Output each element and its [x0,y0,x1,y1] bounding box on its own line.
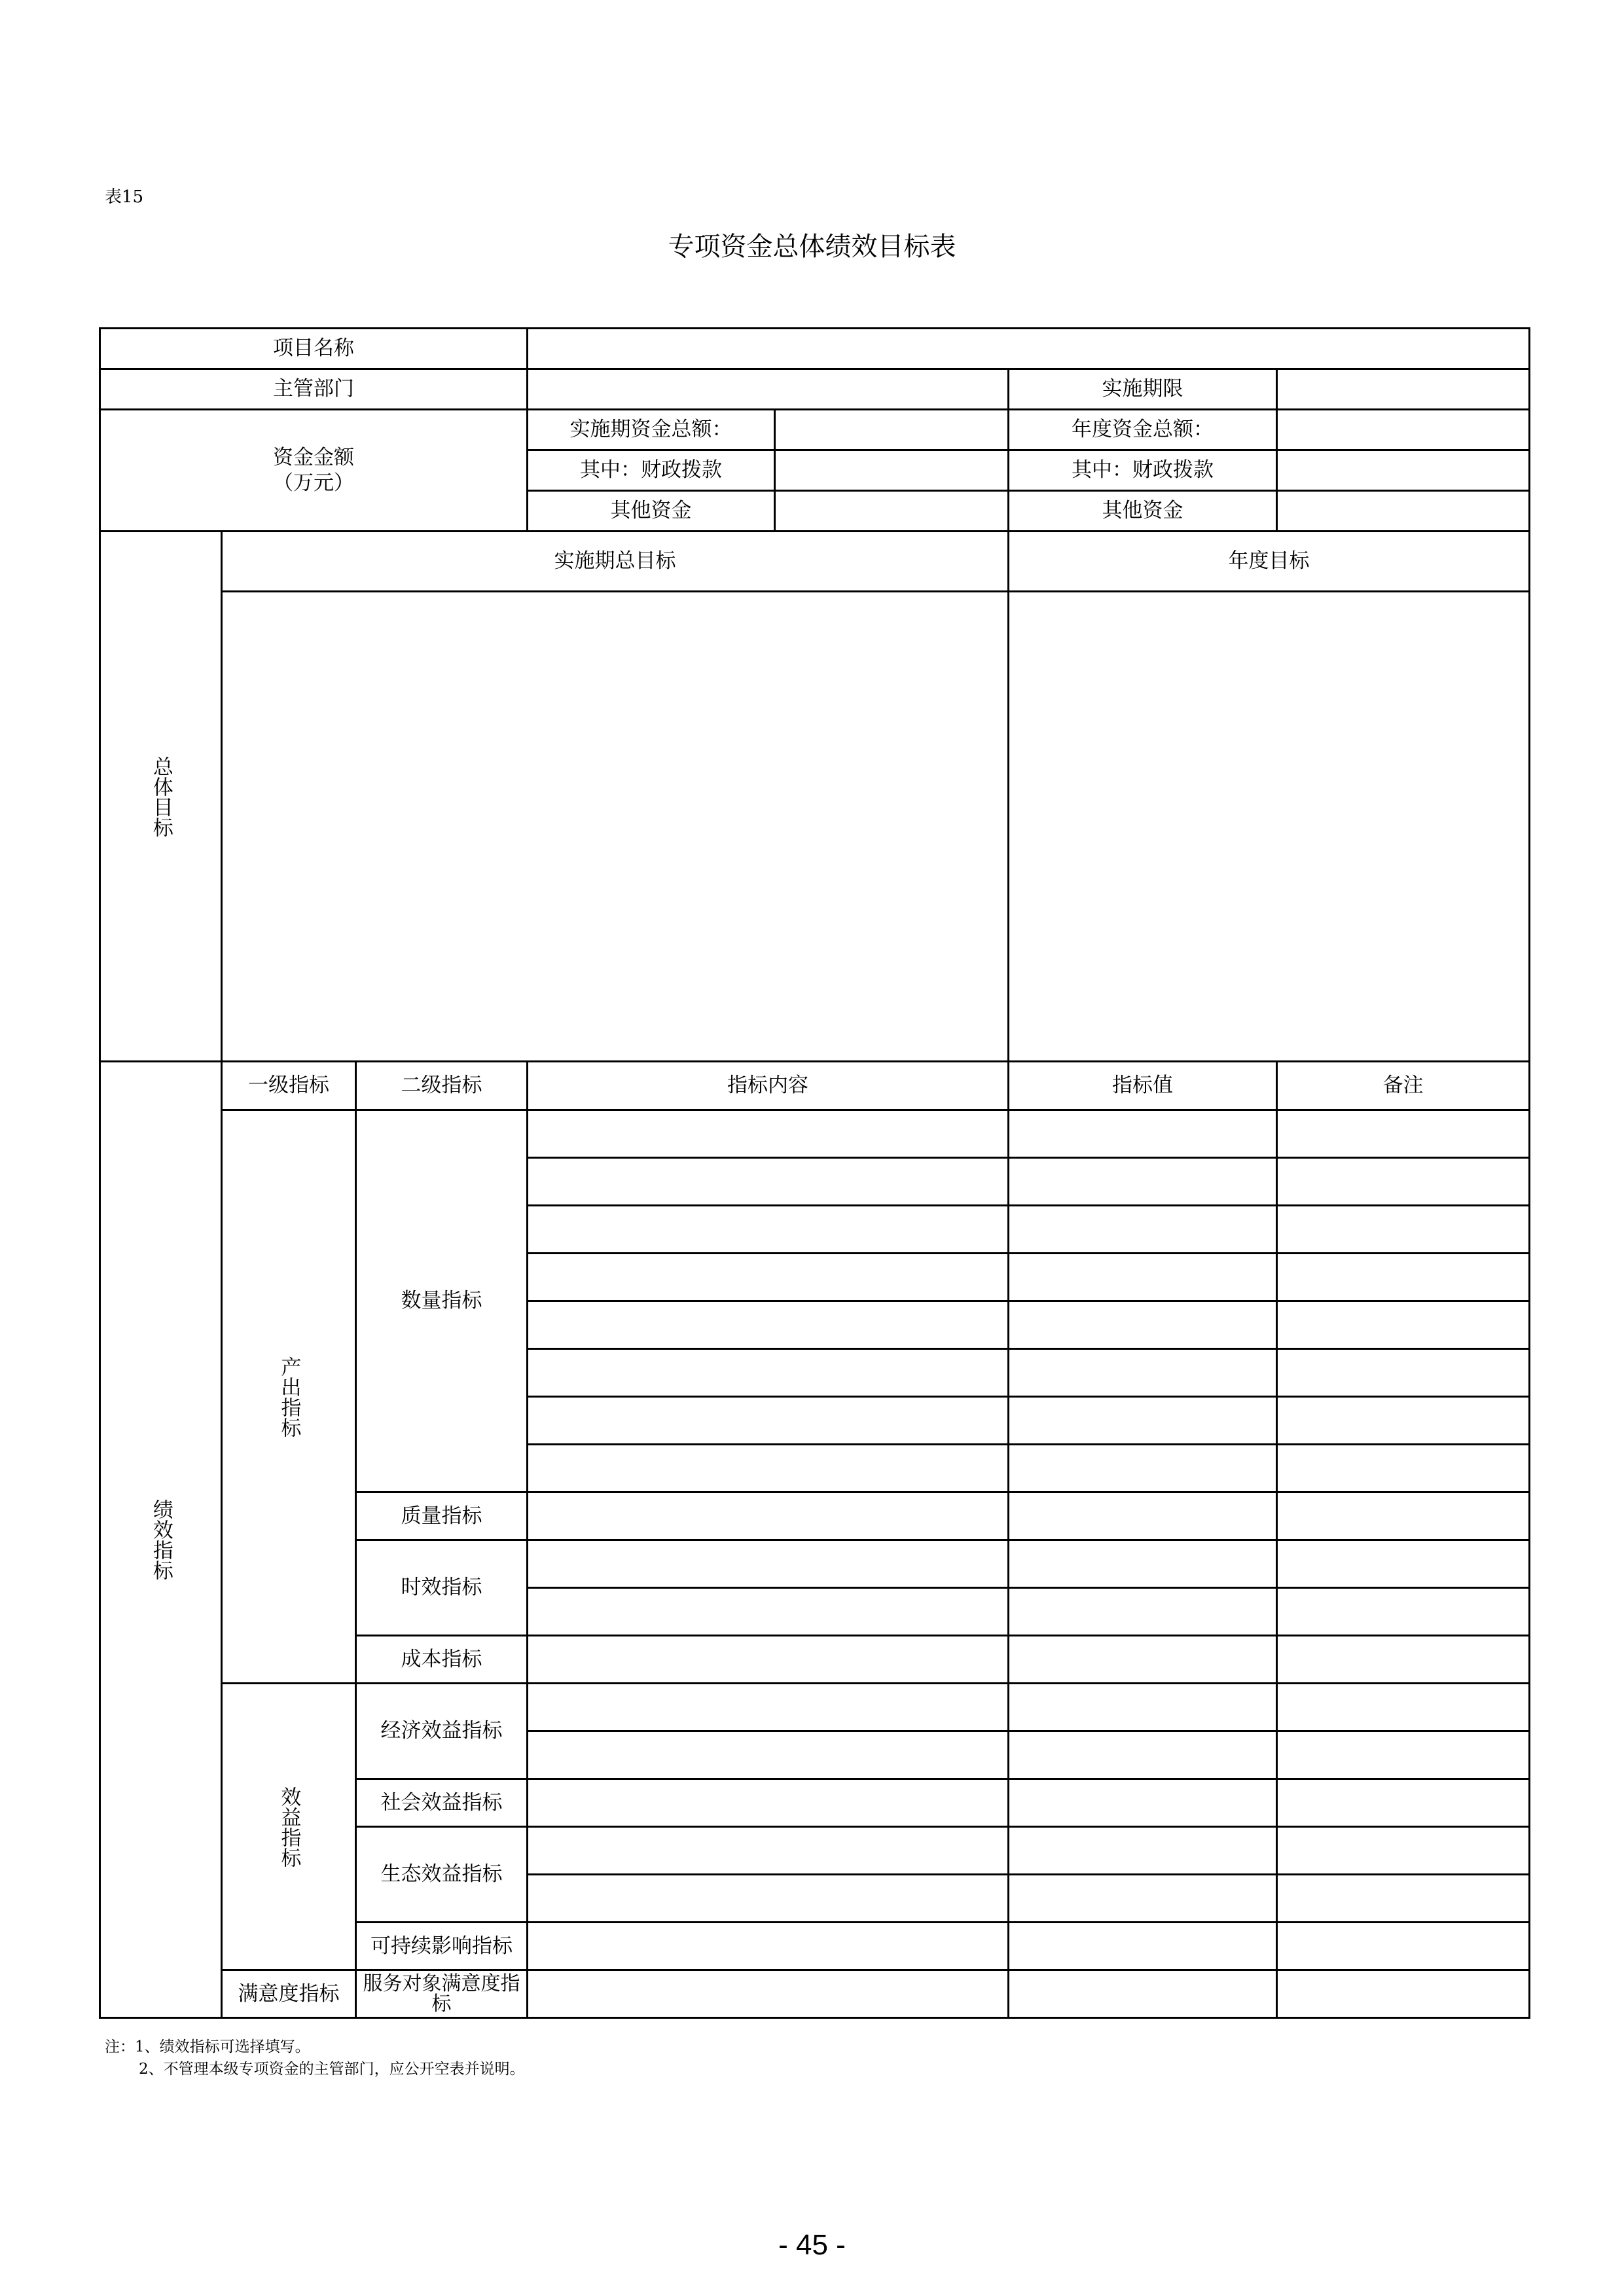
project-name-cell[interactable] [528,329,1530,369]
period-fiscal-label: 其中：财政拨款 [528,450,775,491]
indicator-remarks-cell[interactable] [1277,1731,1530,1779]
indicator-value-cell[interactable] [1009,1731,1277,1779]
indicator-value-cell[interactable] [1009,1445,1277,1492]
indicator-content-cell[interactable] [528,1206,1009,1254]
period-other-label: 其他资金 [528,491,775,532]
table-number: 表15 [105,187,144,207]
indicator-remarks-cell[interactable] [1277,1445,1530,1492]
indicator-content-cell[interactable] [528,1588,1009,1636]
performance-target-form [99,327,1530,2019]
indicator-content-cell[interactable] [528,1923,1009,1970]
indicator-value-cell[interactable] [1009,1923,1277,1970]
period-cell[interactable] [1277,369,1530,410]
indicator-remarks-cell[interactable] [1277,1492,1530,1540]
indicator-value-cell[interactable] [1009,1110,1277,1158]
indicator-content-cell[interactable] [528,1970,1009,2018]
indicator-remarks-cell[interactable] [1277,1110,1530,1158]
period-total-label: 实施期资金总额： [528,410,775,450]
cost-indicators-label: 成本指标 [356,1636,528,1684]
col-level2-header: 二级指标 [356,1062,528,1110]
funds-label-line1: 资金金额 [273,445,354,469]
indicator-remarks-cell[interactable] [1277,1923,1530,1970]
indicator-value-cell[interactable] [1009,1301,1277,1349]
indicator-content-cell[interactable] [528,1158,1009,1206]
indicator-value-cell[interactable] [1009,1827,1277,1875]
service-satisfaction-label: 服务对象满意度指标 [356,1970,528,2018]
indicator-remarks-cell[interactable] [1277,1397,1530,1445]
indicator-content-cell[interactable] [528,1301,1009,1349]
annual-goal-header: 年度目标 [1009,532,1530,592]
period-label: 实施期限 [1009,369,1277,410]
indicator-value-cell[interactable] [1009,1158,1277,1206]
funds-label-line2: （万元） [273,471,354,495]
output-indicators-label: 产出指标 [222,1110,356,1684]
indicator-content-cell[interactable] [528,1349,1009,1397]
indicator-value-cell[interactable] [1009,1349,1277,1397]
indicator-value-cell[interactable] [1009,1588,1277,1636]
project-name-label: 项目名称 [100,329,528,369]
annual-total-cell[interactable] [1277,410,1530,450]
col-value-header: 指标值 [1009,1062,1277,1110]
col-level1-header: 一级指标 [222,1062,356,1110]
quantity-indicators-label: 数量指标 [356,1110,528,1492]
economic-benefit-label: 经济效益指标 [356,1684,528,1779]
indicator-content-cell[interactable] [528,1492,1009,1540]
indicator-remarks-cell[interactable] [1277,1206,1530,1254]
annual-other-cell[interactable] [1277,491,1530,532]
sustainable-impact-label: 可持续影响指标 [356,1923,528,1970]
col-remarks-header: 备注 [1277,1062,1530,1110]
funds-label [100,410,528,532]
col-content-header: 指标内容 [528,1062,1009,1110]
indicator-remarks-cell[interactable] [1277,1301,1530,1349]
indicator-value-cell[interactable] [1009,1684,1277,1731]
indicator-remarks-cell[interactable] [1277,1158,1530,1206]
indicator-content-cell[interactable] [528,1397,1009,1445]
page-title: 专项资金总体绩效目标表 [668,232,956,262]
benefit-indicators-label: 效益指标 [222,1684,356,1970]
indicator-content-cell[interactable] [528,1445,1009,1492]
page-number: - 45 - [778,2229,846,2261]
indicator-value-cell[interactable] [1009,1540,1277,1588]
ecological-benefit-label: 生态效益指标 [356,1827,528,1923]
annual-fiscal-cell[interactable] [1277,450,1530,491]
indicator-content-cell[interactable] [528,1540,1009,1588]
indicator-content-cell[interactable] [528,1110,1009,1158]
indicator-value-cell[interactable] [1009,1875,1277,1923]
indicator-content-cell[interactable] [528,1875,1009,1923]
indicator-content-cell[interactable] [528,1827,1009,1875]
department-label: 主管部门 [100,369,528,410]
period-goal-header: 实施期总目标 [222,532,1009,592]
indicator-value-cell[interactable] [1009,1397,1277,1445]
period-goal-cell[interactable] [222,592,1009,1062]
social-benefit-label: 社会效益指标 [356,1779,528,1827]
period-fiscal-cell[interactable] [775,450,1009,491]
indicator-content-cell[interactable] [528,1636,1009,1684]
overall-goal-label: 总体目标 [100,532,222,1062]
period-other-cell[interactable] [775,491,1009,532]
indicator-remarks-cell[interactable] [1277,1540,1530,1588]
footnotes [105,2036,525,2080]
annual-other-label: 其他资金 [1009,491,1277,532]
satisfaction-indicators-label: 满意度指标 [222,1970,356,2018]
indicator-remarks-cell[interactable] [1277,1349,1530,1397]
indicator-value-cell[interactable] [1009,1779,1277,1827]
indicator-value-cell[interactable] [1009,1206,1277,1254]
indicator-remarks-cell[interactable] [1277,1684,1530,1731]
indicator-remarks-cell[interactable] [1277,1827,1530,1875]
indicator-remarks-cell[interactable] [1277,1779,1530,1827]
indicator-value-cell[interactable] [1009,1636,1277,1684]
indicator-remarks-cell[interactable] [1277,1875,1530,1923]
period-total-cell[interactable] [775,410,1009,450]
indicator-remarks-cell[interactable] [1277,1636,1530,1684]
performance-indicators-label: 绩效指标 [100,1062,222,2018]
quality-indicators-label: 质量指标 [356,1492,528,1540]
indicator-remarks-cell[interactable] [1277,1254,1530,1301]
indicator-content-cell[interactable] [528,1684,1009,1731]
footnote-2: 2、不管理本级专项资金的主管部门，应公开空表并说明。 [139,2061,525,2078]
indicator-content-cell[interactable] [528,1254,1009,1301]
annual-fiscal-label: 其中：财政拨款 [1009,450,1277,491]
timeliness-indicators-label: 时效指标 [356,1540,528,1636]
indicator-value-cell[interactable] [1009,1254,1277,1301]
annual-goal-cell[interactable] [1009,592,1530,1062]
footnote-1: 注：1、绩效指标可选择填写。 [105,2038,310,2055]
indicator-content-cell[interactable] [528,1731,1009,1779]
indicator-remarks-cell[interactable] [1277,1970,1530,2018]
department-cell[interactable] [528,369,1009,410]
indicator-remarks-cell[interactable] [1277,1588,1530,1636]
indicator-value-cell[interactable] [1009,1492,1277,1540]
indicator-content-cell[interactable] [528,1779,1009,1827]
annual-total-label: 年度资金总额： [1009,410,1277,450]
indicator-value-cell[interactable] [1009,1970,1277,2018]
